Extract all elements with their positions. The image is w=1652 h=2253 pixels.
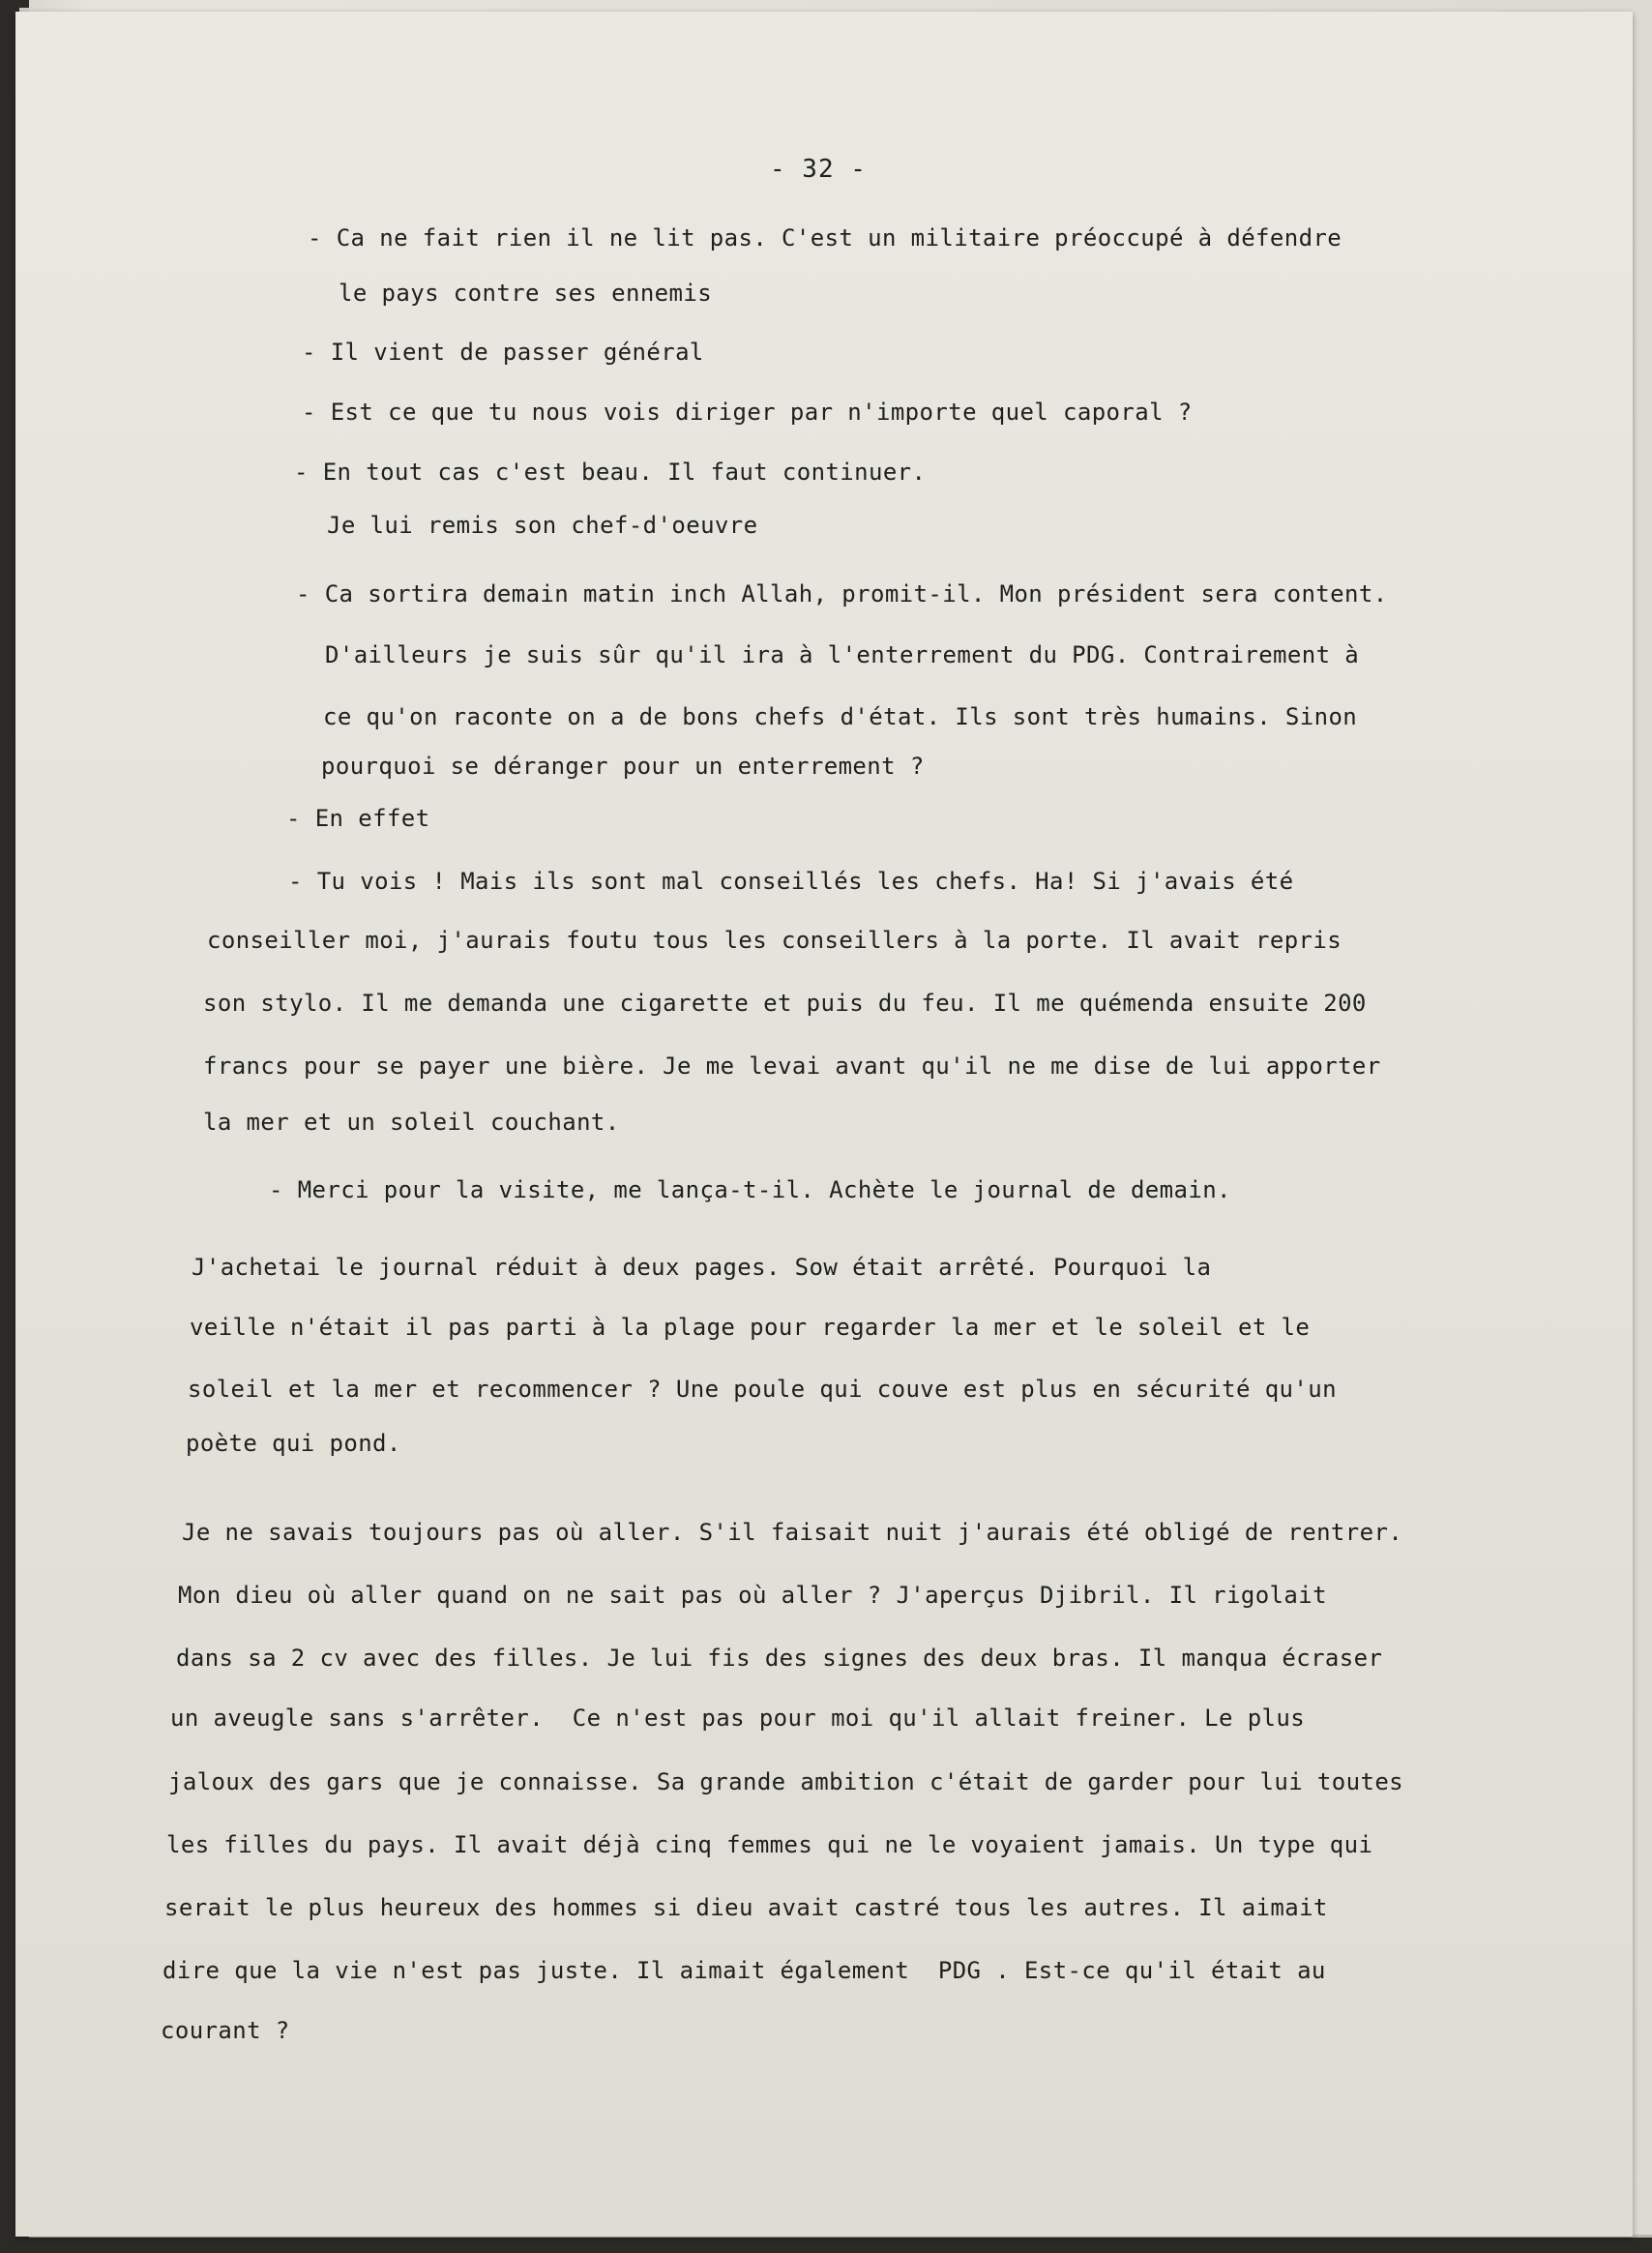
text-line: dans sa 2 cv avec des filles. Je lui fis des signes des deux bras. Il manqua écraser xyxy=(176,1645,1383,1672)
text-line: jaloux des gars que je connaisse. Sa grande ambition c'était de garder pour lui toutes xyxy=(168,1768,1404,1795)
text-line: ce qu'on raconte on a de bons chefs d'état. Ils sont très humains. Sinon xyxy=(323,703,1358,730)
text-line: les filles du pays. Il avait déjà cinq femmes qui ne le voyaient jamais. Un type qui xyxy=(166,1831,1373,1858)
text-line: un aveugle sans s'arrêter. Ce n'est pas pour moi qu'il allait freiner. Le plus xyxy=(170,1705,1306,1732)
text-line: J'achetai le journal réduit à deux pages. Sow était arrêté. Pourquoi la xyxy=(192,1254,1212,1281)
text-line: veille n'était il pas parti à la plage pour regarder la mer et le soleil et le xyxy=(190,1314,1311,1341)
text-line: - En effet xyxy=(286,805,430,832)
text-line: le pays contre ses ennemis xyxy=(339,280,713,307)
text-line: conseiller moi, j'aurais foutu tous les conseillers à la porte. Il avait repris xyxy=(207,927,1342,954)
text-line: - Ca sortira demain matin inch Allah, promit-il. Mon président sera content. xyxy=(296,580,1388,608)
text-line: - Tu vois ! Mais ils sont mal conseillés les chefs. Ha! Si j'avais été xyxy=(288,868,1294,895)
text-line: la mer et un soleil couchant. xyxy=(203,1109,620,1136)
text-line: - Il vient de passer général xyxy=(302,339,704,366)
text-line: Je ne savais toujours pas où aller. S'il faisait nuit j'aurais été obligé de rentrer. xyxy=(182,1519,1403,1546)
text-line: poète qui pond. xyxy=(186,1430,401,1457)
text-line: dire que la vie n'est pas juste. Il aimait également PDG . Est-ce qu'il était au xyxy=(162,1957,1326,1984)
text-line: serait le plus heureux des hommes si dieu avait castré tous les autres. Il aimait xyxy=(164,1894,1328,1921)
text-line: - En tout cas c'est beau. Il faut continuer. xyxy=(294,459,927,486)
text-line: - Ca ne fait rien il ne lit pas. C'est un militaire préoccupé à défendre xyxy=(308,224,1342,252)
text-line: Je lui remis son chef-d'oeuvre xyxy=(327,512,758,539)
text-line: courant ? xyxy=(161,2017,290,2044)
text-line: son stylo. Il me demanda une cigarette et puis du feu. Il me quémenda ensuite 200 xyxy=(203,990,1367,1017)
text-line: pourquoi se déranger pour un enterrement ? xyxy=(321,753,925,780)
page-number: - 32 - xyxy=(770,155,867,184)
text-line: soleil et la mer et recommencer ? Une poule qui couve est plus en sécurité qu'un xyxy=(188,1376,1337,1403)
typewritten-page xyxy=(15,12,1633,2237)
text-line: D'ailleurs je suis sûr qu'il ira à l'enterrement du PDG. Contrairement à xyxy=(325,641,1360,668)
text-line: - Merci pour la visite, me lança-t-il. Achète le journal de demain. xyxy=(269,1176,1231,1203)
text-line: Mon dieu où aller quand on ne sait pas où aller ? J'aperçus Djibril. Il rigolait xyxy=(178,1582,1327,1609)
text-line: francs pour se payer une bière. Je me levai avant qu'il ne me dise de lui apporter xyxy=(203,1052,1381,1080)
text-line: - Est ce que tu nous vois diriger par n'importe quel caporal ? xyxy=(302,399,1193,426)
